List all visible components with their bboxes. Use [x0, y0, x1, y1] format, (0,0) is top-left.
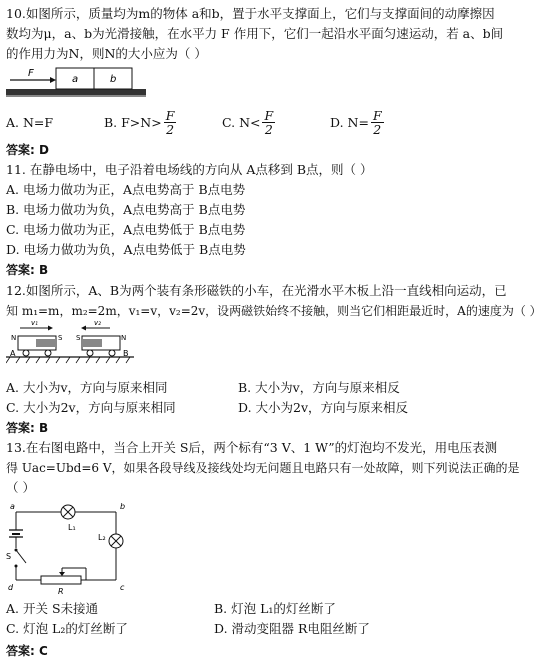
q10-option-b[interactable]: B. F>N> $\frac{F}{2}$	[104, 107, 175, 137]
q12-option-c[interactable]: C. 大小为2v，方向与原来相同	[6, 400, 176, 415]
q12-magnet-a	[36, 339, 56, 347]
q13-node-b: b	[120, 502, 126, 511]
q13-stem-line2: 得 Uac=Ubd=6 V，如果各段导线及接线处均无问题且电路只有一处故障，则下列说法正确的是	[6, 461, 520, 475]
q12-v1-label: v₁	[31, 320, 38, 327]
q13-node-a: a	[10, 502, 15, 511]
q12-magnet-b	[82, 339, 102, 347]
q10-block-a-label: a	[72, 74, 79, 85]
q13-node-d: d	[8, 583, 14, 592]
q13-node-c: c	[120, 583, 125, 592]
q12-magnet-b-s: S	[76, 334, 81, 342]
q13-rheostat	[41, 576, 81, 584]
q12-option-d[interactable]: D. 大小为2v，方向与原来相反	[238, 400, 409, 415]
q12-cart-a-label: A	[10, 349, 16, 358]
q10-stem-line3: 的作用力为N，则N的大小应为（ ）	[6, 46, 207, 61]
q13-circuit	[6, 500, 136, 596]
q10-ground	[6, 89, 146, 95]
q13-option-a[interactable]: A. 开关 S未接通	[6, 601, 99, 616]
q13-lamp-l2-label: L₂	[98, 533, 106, 542]
q13-switch	[16, 550, 26, 563]
q10-answer: 答案: D	[6, 143, 49, 157]
q13-option-d[interactable]: D. 滑动变阻器 R电阻丝断了	[214, 621, 370, 636]
q12-magnet-a-s: S	[58, 334, 63, 342]
q13-answer: 答案: C	[6, 644, 48, 658]
q12-v2-label: v₂	[94, 320, 101, 327]
q12-option-b[interactable]: B. 大小为v，方向与原来相反	[238, 380, 400, 395]
q11-option-a[interactable]: A. 电场力做功为正，A点电势高于 B点电势	[6, 182, 246, 197]
q10-force-label: F	[28, 68, 34, 79]
q11-option-d[interactable]: D. 电场力做功为负，A点电势低于 B点电势	[6, 242, 246, 257]
q11-answer: 答案: B	[6, 263, 49, 277]
q10-fraction: $\frac{F}{2}$	[165, 107, 175, 137]
q13-lamp-l1-label: L₁	[68, 523, 76, 532]
q11-option-b[interactable]: B. 电场力做功为负，A点电势高于 B点电势	[6, 202, 246, 217]
q13-option-b[interactable]: B. 灯泡 L₁的灯丝断了	[214, 601, 336, 616]
q13-stem-line3: （ ）	[6, 480, 35, 495]
q12-stem-line2: 知 m₁=m，m₂=2m，v₁=v，v₂=2v，设两磁铁始终不接触，则当它们相距最近时，A的速度为（ ）	[6, 304, 542, 318]
q13-option-c[interactable]: C. 灯泡 L₂的灯丝断了	[6, 621, 128, 636]
q10-fraction: $\frac{F}{2}$	[372, 107, 382, 137]
q13-switch-label: S	[6, 552, 12, 561]
q10-options	[6, 106, 546, 138]
q10-option-c[interactable]: C. N< $\frac{F}{2}$	[222, 107, 274, 137]
q10-fraction: $\frac{F}{2}$	[264, 107, 274, 137]
q10-option-d[interactable]: D. N= $\frac{F}{2}$	[330, 107, 382, 137]
q13-rheostat-label: R	[58, 587, 64, 596]
q12-answer: 答案: B	[6, 421, 49, 435]
q11-option-c[interactable]: C. 电场力做功为正，A点电势低于 B点电势	[6, 222, 246, 237]
q13-stem-line1: 13.在右图电路中，当合上开关 S后，两个标有“3 V、1 W”的灯泡均不发光，用电压表测	[6, 440, 498, 455]
q12-cart-b-label: B	[123, 349, 129, 358]
q12-figure	[6, 320, 136, 366]
q12-option-a[interactable]: A. 大小为v，方向与原来相同	[6, 380, 168, 395]
q11-stem: 11. 在静电场中，电子沿着电场线的方向从 A点移到 B点，则（ ）	[6, 162, 373, 177]
q12-magnet-b-n: N	[121, 334, 127, 342]
q10-stem-line1: 10.如图所示，质量均为m的物体 a和b，置于水平支撑面上，它们与支撑面间的动摩擦因	[6, 6, 495, 21]
q12-magnet-a-n: N	[11, 334, 17, 342]
q10-figure	[6, 62, 146, 102]
q12-stem-line1: 12.如图所示，A、B为两个装有条形磁铁的小车，在光滑水平木板上沿一直线相向运动，已	[6, 283, 507, 298]
q10-option-a[interactable]: A. N=F	[6, 114, 54, 130]
q10-block-b-label: b	[110, 74, 117, 85]
q10-stem-line2: 数均为μ，a、b为光滑接触，在水平力 F 作用下，它们一起沿水平面匀速运动，若 a、b间	[6, 26, 504, 41]
